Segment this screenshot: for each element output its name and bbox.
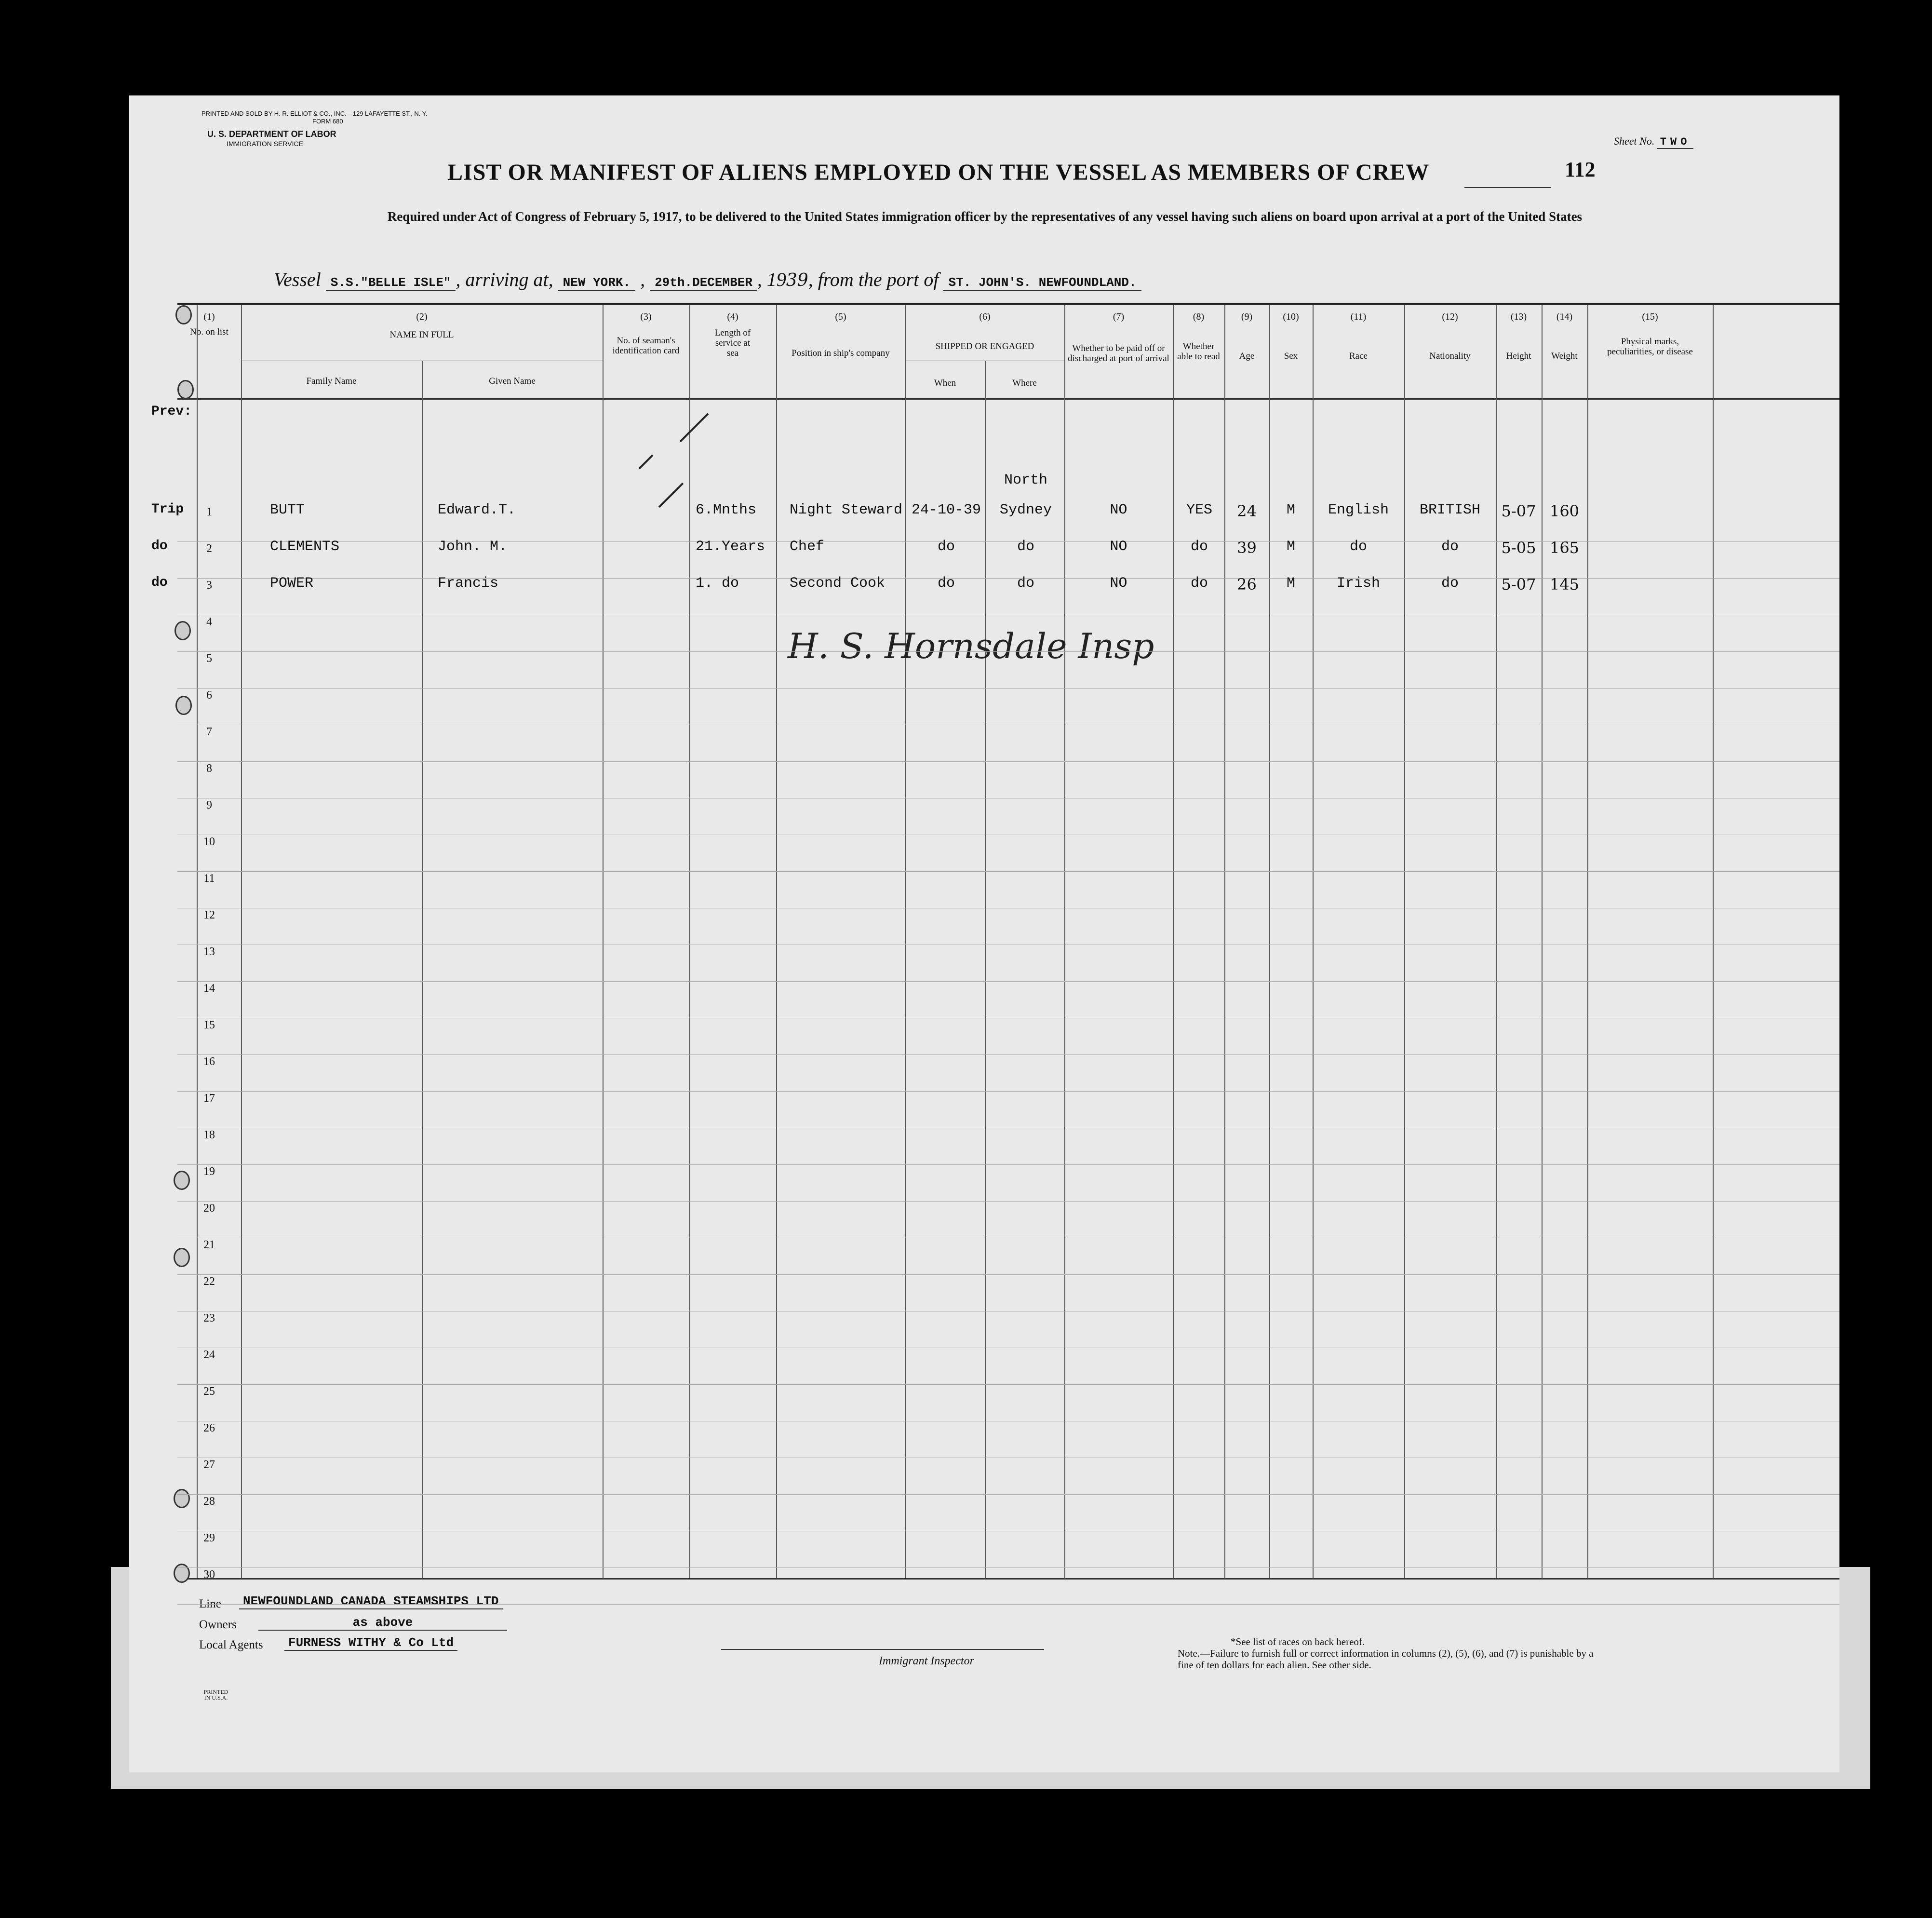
row-number: 10 bbox=[203, 836, 215, 848]
paid-off-cell: NO bbox=[1110, 502, 1127, 518]
row-number: 22 bbox=[203, 1275, 215, 1288]
age-cell: 39 bbox=[1237, 539, 1257, 557]
manifest-sheet bbox=[129, 95, 1839, 1772]
row-number: 11 bbox=[203, 872, 215, 885]
row-rule bbox=[177, 1384, 1839, 1385]
shipped-when-cell: 24-10-39 bbox=[911, 502, 981, 518]
row-rule bbox=[177, 651, 1839, 652]
row-number: 1 bbox=[206, 506, 212, 518]
service-length-cell: 6.Mnths bbox=[696, 502, 757, 518]
col7-number: (7) bbox=[1113, 311, 1125, 322]
col-divider bbox=[1269, 305, 1270, 1578]
col5-heading: Position in ship's company bbox=[792, 348, 890, 358]
row-rule bbox=[177, 1164, 1839, 1165]
col6-heading: SHIPPED OR ENGAGED bbox=[935, 341, 1034, 351]
col12-heading: Nationality bbox=[1429, 351, 1471, 361]
col-divider bbox=[1587, 305, 1588, 1578]
row-number: 23 bbox=[203, 1312, 215, 1324]
col-divider bbox=[241, 305, 242, 1578]
row-number: 25 bbox=[203, 1385, 215, 1398]
col4-number: (4) bbox=[727, 311, 738, 322]
row-number: 29 bbox=[203, 1532, 215, 1544]
sheet-number-value: TWO bbox=[1657, 136, 1694, 149]
service-name: IMMIGRATION SERVICE bbox=[227, 140, 303, 148]
nationality-cell: BRITISH bbox=[1419, 502, 1481, 518]
age-cell: 24 bbox=[1237, 502, 1257, 520]
row-rule bbox=[177, 1054, 1839, 1055]
page-number: 112 bbox=[1565, 158, 1596, 181]
family-name-cell: POWER bbox=[270, 575, 314, 592]
race-cell: Irish bbox=[1336, 575, 1380, 592]
row-number: 30 bbox=[203, 1568, 215, 1581]
form-number: FORM 680 bbox=[312, 118, 343, 125]
nationality-cell: do bbox=[1441, 575, 1459, 592]
paid-off-cell: NO bbox=[1110, 575, 1127, 592]
row-number: 28 bbox=[203, 1495, 215, 1508]
col-divider bbox=[1173, 305, 1174, 1578]
col11-heading: Race bbox=[1349, 351, 1368, 361]
col2-family-heading: Family Name bbox=[306, 376, 357, 386]
paid-off-cell: NO bbox=[1110, 539, 1127, 555]
col15-number: (15) bbox=[1642, 311, 1658, 322]
year-prefix: , 19 bbox=[757, 269, 786, 290]
row-rule bbox=[177, 1604, 1839, 1605]
row-number: 18 bbox=[203, 1129, 215, 1141]
position-cell: Chef bbox=[790, 539, 825, 555]
col-divider bbox=[422, 361, 423, 1578]
arrival-date: 29th.DECEMBER bbox=[650, 275, 757, 291]
row-number: 4 bbox=[206, 616, 212, 628]
row-number: 14 bbox=[203, 982, 215, 995]
printer-imprint bbox=[201, 110, 427, 125]
owners-label: Owners bbox=[199, 1618, 237, 1631]
row-rule bbox=[177, 1201, 1839, 1202]
inspector-signature: H. S. Hornsdale Insp bbox=[788, 626, 1154, 666]
row-number: 7 bbox=[206, 726, 212, 738]
owners-value: as above bbox=[258, 1615, 507, 1631]
shipped-where-cell: do bbox=[1017, 539, 1034, 555]
footer-note bbox=[1178, 1636, 1611, 1671]
col13-heading: Height bbox=[1506, 351, 1531, 361]
shipped-where-cell: do bbox=[1017, 575, 1034, 592]
prev-trip-cell: Trip bbox=[151, 502, 184, 517]
races-note: *See list of races on back hereof. bbox=[1231, 1636, 1365, 1648]
height-cell: 5-07 bbox=[1501, 502, 1536, 520]
departure-port: ST. JOHN'S. NEWFOUNDLAND. bbox=[943, 275, 1141, 291]
sheet-number-label: Sheet No. bbox=[1614, 135, 1655, 147]
line-value: NEWFOUNDLAND CANADA STEAMSHIPS LTD bbox=[239, 1594, 503, 1609]
col11-number: (11) bbox=[1350, 311, 1367, 322]
col2-heading: NAME IN FULL bbox=[389, 330, 454, 340]
row-number: 20 bbox=[203, 1202, 215, 1215]
col12-number: (12) bbox=[1442, 311, 1458, 322]
sex-cell: M bbox=[1286, 502, 1295, 518]
row-rule bbox=[177, 1091, 1839, 1092]
binder-hole bbox=[175, 305, 192, 324]
row-number: 8 bbox=[206, 762, 212, 775]
shipped-where-top-cell: North bbox=[1004, 472, 1047, 488]
prev-trip-cell: do bbox=[151, 539, 168, 554]
printed-in-usa: PRINTED IN U.S.A. bbox=[203, 1688, 228, 1701]
row-number: 6 bbox=[206, 689, 212, 702]
row-rule bbox=[177, 761, 1839, 762]
row-rule bbox=[177, 688, 1839, 689]
weight-cell: 160 bbox=[1549, 502, 1580, 520]
row-rule bbox=[177, 1274, 1839, 1275]
vessel-line: Vessel S.S."BELLE ISLE" , arriving at, NEW YORK. , 29th.DECEMBER , 1939, from the port of ST. JOHN'S. NEWFOUNDLAND. bbox=[274, 268, 1141, 291]
printer-line: PRINTED AND SOLD BY H. R. ELLIOT & CO., INC.—129 LAFAYETTE ST., N. Y. bbox=[201, 110, 428, 117]
height-cell: 5-07 bbox=[1501, 575, 1536, 594]
col-divider bbox=[1064, 305, 1065, 1578]
weight-cell: 165 bbox=[1549, 539, 1580, 557]
prev-trip-label: Prev: bbox=[151, 404, 192, 419]
row-number: 26 bbox=[203, 1422, 215, 1434]
department-heading bbox=[207, 129, 336, 149]
shipped-where-cell: Sydney bbox=[999, 502, 1052, 518]
col7-heading: Whether to be paid off or discharged at port of arrival bbox=[1068, 343, 1169, 364]
prev-trip-cell: do bbox=[151, 575, 168, 590]
row-number: 17 bbox=[203, 1092, 215, 1105]
col-divider bbox=[1313, 305, 1314, 1578]
agents-label: Local Agents bbox=[199, 1638, 263, 1651]
row-number: 19 bbox=[203, 1165, 215, 1178]
col5-number: (5) bbox=[835, 311, 846, 322]
penalty-note: Note.—Failure to furnish full or correct information in columns (2), (5), (6), and (7) is punishable by a fine of ten dollars for each alien. See other side. bbox=[1178, 1648, 1594, 1671]
position-cell: Night Steward bbox=[790, 502, 903, 518]
col10-number: (10) bbox=[1283, 311, 1299, 322]
col2-given-heading: Given Name bbox=[489, 376, 536, 386]
col9-number: (9) bbox=[1241, 311, 1253, 322]
col15-heading: Physical marks, peculiarities, or disease bbox=[1607, 337, 1693, 357]
col6-where-heading: Where bbox=[1012, 378, 1037, 388]
col8-heading: Whether able to read bbox=[1177, 341, 1220, 362]
shipped-when-cell: do bbox=[937, 575, 955, 592]
col1-number: (1) bbox=[203, 311, 215, 322]
col-divider bbox=[1713, 305, 1714, 1578]
row-number: 3 bbox=[206, 579, 212, 592]
inspector-label: Immigrant Inspector bbox=[879, 1655, 974, 1667]
arrival-year: 39 bbox=[786, 270, 808, 290]
arriving-label: , arriving at, bbox=[456, 269, 553, 290]
col13-number: (13) bbox=[1510, 311, 1527, 322]
row-number: 24 bbox=[203, 1349, 215, 1361]
col-divider bbox=[905, 305, 906, 1578]
document-title: LIST OR MANIFEST OF ALIENS EMPLOYED ON THE VESSEL AS MEMBERS OF CREW bbox=[447, 160, 1430, 185]
col-divider bbox=[985, 361, 986, 1578]
row-number: 27 bbox=[203, 1459, 215, 1471]
row-number: 16 bbox=[203, 1055, 215, 1068]
inspector-signature-line bbox=[721, 1649, 1044, 1650]
col-divider bbox=[1542, 305, 1543, 1578]
row-rule bbox=[177, 981, 1839, 982]
given-name-cell: Edward.T. bbox=[438, 502, 516, 518]
nationality-cell: do bbox=[1441, 539, 1459, 555]
vessel-label: Vessel bbox=[274, 269, 321, 290]
row-number: 9 bbox=[206, 799, 212, 811]
shipped-when-cell: do bbox=[937, 539, 955, 555]
sex-cell: M bbox=[1286, 539, 1295, 555]
col-divider bbox=[776, 305, 777, 1578]
col14-heading: Weight bbox=[1551, 351, 1578, 361]
col6-when-heading: When bbox=[934, 378, 956, 388]
service-length-cell: 21.Years bbox=[696, 539, 765, 555]
col4-heading: Length of service at sea bbox=[714, 328, 751, 358]
col9-heading: Age bbox=[1239, 351, 1255, 361]
col6-number: (6) bbox=[979, 311, 991, 322]
header-bottom-rule bbox=[177, 398, 1839, 400]
row-rule bbox=[177, 1567, 1839, 1568]
col3-heading: No. of seaman's identification card bbox=[612, 336, 680, 356]
col-divider bbox=[689, 305, 690, 1578]
row-rule bbox=[177, 1494, 1839, 1495]
able-to-read-cell: do bbox=[1190, 539, 1208, 555]
row-number: 21 bbox=[203, 1239, 215, 1251]
row-number: 12 bbox=[203, 909, 215, 921]
family-name-cell: CLEMENTS bbox=[270, 539, 340, 555]
check-mark bbox=[658, 483, 684, 508]
row-number: 2 bbox=[206, 542, 212, 555]
col1-heading: No. on list bbox=[190, 327, 228, 337]
binder-hole bbox=[177, 380, 194, 399]
able-to-read-cell: YES bbox=[1186, 502, 1212, 518]
col10-heading: Sex bbox=[1284, 351, 1298, 361]
footer-rule bbox=[177, 1578, 1839, 1580]
col3-number: (3) bbox=[640, 311, 652, 322]
col2-number: (2) bbox=[416, 311, 428, 322]
service-length-cell: 1. do bbox=[696, 575, 739, 592]
sheet-number bbox=[1614, 135, 1693, 148]
col14-number: (14) bbox=[1556, 311, 1573, 322]
weight-cell: 145 bbox=[1549, 575, 1580, 594]
col8-number: (8) bbox=[1193, 311, 1205, 322]
header-top-rule bbox=[177, 303, 1839, 305]
height-cell: 5-05 bbox=[1501, 539, 1536, 557]
row-rule bbox=[177, 871, 1839, 872]
department-name: U. S. DEPARTMENT OF LABOR bbox=[207, 129, 336, 139]
line-label: Line bbox=[199, 1597, 221, 1610]
row-number: 15 bbox=[203, 1019, 215, 1031]
family-name-cell: BUTT bbox=[270, 502, 305, 518]
able-to-read-cell: do bbox=[1190, 575, 1208, 592]
sex-cell: M bbox=[1286, 575, 1295, 592]
row-number: 5 bbox=[206, 652, 212, 665]
col-divider bbox=[1224, 305, 1225, 1578]
vessel-name: S.S."BELLE ISLE" bbox=[326, 275, 456, 291]
position-cell: Second Cook bbox=[790, 575, 886, 592]
given-name-cell: John. M. bbox=[438, 539, 508, 555]
given-name-cell: Francis bbox=[438, 575, 499, 592]
check-mark bbox=[680, 413, 709, 443]
arrival-port: NEW YORK. bbox=[558, 275, 635, 291]
document-subtitle: Required under Act of Congress of February 5, 1917, to be delivered to the United States immigration officer by the representatives of any vessel having such aliens on board upon arrival at a port of the United States bbox=[387, 209, 1583, 224]
col-divider bbox=[1496, 305, 1497, 1578]
agents-value: FURNESS WITHY & Co Ltd bbox=[284, 1635, 457, 1651]
col-divider bbox=[603, 305, 604, 1578]
departure-label: , from the port of bbox=[808, 269, 939, 290]
age-cell: 26 bbox=[1237, 575, 1257, 594]
title-rule bbox=[1464, 187, 1551, 188]
row-number: 13 bbox=[203, 945, 215, 958]
col-divider bbox=[1404, 305, 1405, 1578]
race-cell: do bbox=[1349, 539, 1367, 555]
race-cell: English bbox=[1328, 502, 1389, 518]
check-mark bbox=[638, 454, 653, 469]
